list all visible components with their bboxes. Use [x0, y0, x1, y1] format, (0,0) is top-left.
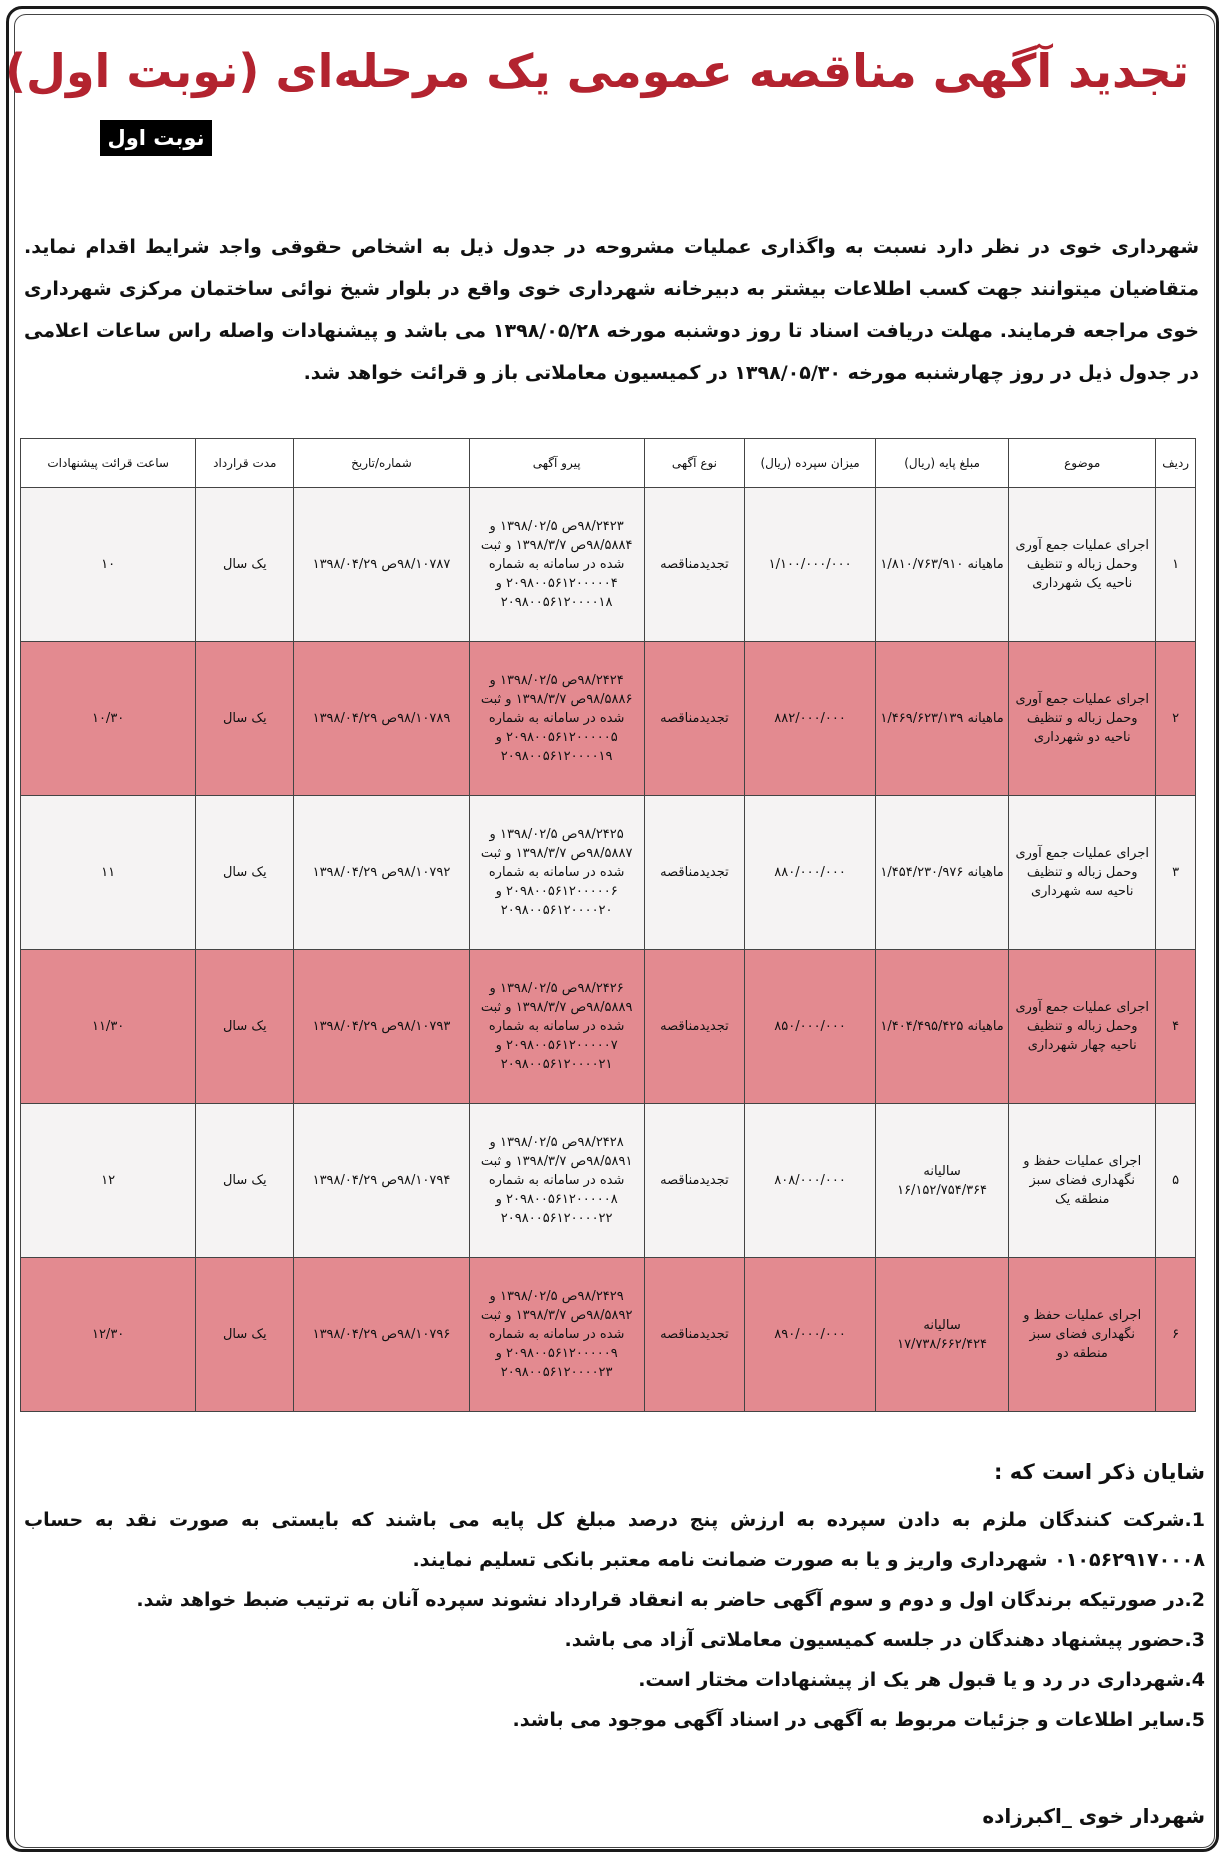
- table-row: [21, 796, 1196, 950]
- notes-heading: شایان ذکر است که :: [994, 1460, 1205, 1484]
- cell-subject: اجرای عملیات حفظ و نگهداری فضای سبز منطقه دو: [1009, 1258, 1156, 1412]
- note-item: 5.سایر اطلاعات و جزئیات مربوط به آگهی در اسناد آگهی موجود می باشد.: [512, 1709, 1205, 1731]
- cell-duration: یک سال: [196, 488, 294, 642]
- cell-notice-type: تجدیدمناقصه: [644, 488, 744, 642]
- cell-deposit: ۸۹۰/۰۰۰/۰۰۰: [745, 1258, 876, 1412]
- cell-deposit: ۸۵۰/۰۰۰/۰۰۰: [745, 950, 876, 1104]
- cell-notice-type: تجدیدمناقصه: [644, 1258, 744, 1412]
- header-opening-hour: ساعت قرائت پیشنهادات: [21, 439, 196, 488]
- cell-opening-hour: ۱۲/۳۰: [21, 1258, 196, 1412]
- table-row: [21, 950, 1196, 1104]
- note-item: 4.شهرداری در رد و یا قبول هر یک از پیشنهادات مختار است.: [638, 1669, 1205, 1691]
- header-deposit: میزان سپرده (ریال): [745, 439, 876, 488]
- table-row: [21, 642, 1196, 796]
- cell-duration: یک سال: [196, 1104, 294, 1258]
- header-notice-type: نوع آگهی: [644, 439, 744, 488]
- cell-deposit: ۱/۱۰۰/۰۰۰/۰۰۰: [745, 488, 876, 642]
- cell-number-date: ۹۸/۱۰۷۸۹ص ۱۳۹۸/۰۴/۲۹: [294, 642, 469, 796]
- cell-base-amount: ماهیانه ۱/۴۶۹/۶۲۳/۱۳۹: [876, 642, 1009, 796]
- tender-table: [20, 438, 1196, 1412]
- cell-row-number: ۶: [1156, 1258, 1196, 1412]
- cell-number-date: ۹۸/۱۰۷۹۲ص ۱۳۹۸/۰۴/۲۹: [294, 796, 469, 950]
- cell-reference: ۹۸/۲۴۲۵ص ۱۳۹۸/۰۲/۵ و ۹۸/۵۸۸۷ص ۱۳۹۸/۳/۷ و ثبت شده در سامانه به شماره ۲۰۹۸۰۰۵۶۱۲۰۰۰۰۰۶ و ۲۰۹۸۰۰۵۶۱۲۰۰۰۰۲۰: [469, 796, 644, 950]
- cell-reference: ۹۸/۲۴۲۹ص ۱۳۹۸/۰۲/۵ و ۹۸/۵۸۹۲ص ۱۳۹۸/۳/۷ و ثبت شده در سامانه به شماره ۲۰۹۸۰۰۵۶۱۲۰۰۰۰۰۹ و ۲۰۹۸۰۰۵۶۱۲۰۰۰۰۲۳: [469, 1258, 644, 1412]
- cell-opening-hour: ۱۱/۳۰: [21, 950, 196, 1104]
- cell-subject: اجرای عملیات جمع آوری وحمل زباله و تنظیف ناحیه یک شهرداری: [1009, 488, 1156, 642]
- header-number-date: شماره/تاریخ: [294, 439, 469, 488]
- signature: شهردار خوی _اکبرزاده: [982, 1804, 1205, 1828]
- page-title: تجدید آگهی مناقصه عمومی یک مرحله‌ای (نوبت اول): [5, 44, 1189, 98]
- cell-base-amount: ماهیانه ۱/۴۰۴/۴۹۵/۴۲۵: [876, 950, 1009, 1104]
- note-item: 1.شرکت کنندگان ملزم به دادن سپرده به ارزش پنج درصد مبلغ کل پایه می باشند که بایستی به صورت نقد به حساب ۰۱۰۵۶۲۹۱۷۰۰۰۸ شهرداری واریز و یا به صورت ضمانت نامه معتبر بانکی تسلیم نمایند.: [24, 1509, 1205, 1571]
- table-header-row: [21, 439, 1196, 488]
- header-row-number: ردیف: [1156, 439, 1196, 488]
- cell-base-amount: ماهیانه ۱/۴۵۴/۲۳۰/۹۷۶: [876, 796, 1009, 950]
- cell-number-date: ۹۸/۱۰۷۸۷ص ۱۳۹۸/۰۴/۲۹: [294, 488, 469, 642]
- header-base-amount: مبلغ پایه (ریال): [876, 439, 1009, 488]
- intro-paragraph: شهرداری خوی در نظر دارد نسبت به واگذاری عملیات مشروحه در جدول ذیل به اشخاص حقوقی واجد شرایط اقدام نماید. متقاضیان میتوانند جهت کسب اطلاعات بیشتر به دبیرخانه شهرداری خوی واقع در بلوار شیخ نوائی ساختمان مرکزی شهرداری خوی مراجعه فرمایند. مهلت دریافت اسناد تا روز دوشنبه مورخه ۱۳۹۸/۰۵/۲۸ می باشد و پیشنهادات واصله راس ساعات اعلامی در جدول ذیل در روز چهارشنبه مورخه ۱۳۹۸/۰۵/۳۰ در کمیسیون معاملاتی باز و قرائت خواهد شد.: [24, 236, 1199, 384]
- cell-duration: یک سال: [196, 950, 294, 1104]
- cell-subject: اجرای عملیات جمع آوری وحمل زباله و تنظیف ناحیه دو شهرداری: [1009, 642, 1156, 796]
- cell-opening-hour: ۱۲: [21, 1104, 196, 1258]
- cell-duration: یک سال: [196, 1258, 294, 1412]
- cell-reference: ۹۸/۲۴۲۴ص ۱۳۹۸/۰۲/۵ و ۹۸/۵۸۸۶ص ۱۳۹۸/۳/۷ و ثبت شده در سامانه به شماره ۲۰۹۸۰۰۵۶۱۲۰۰۰۰۰۵ و ۲۰۹۸۰۰۵۶۱۲۰۰۰۰۱۹: [469, 642, 644, 796]
- cell-row-number: ۵: [1156, 1104, 1196, 1258]
- note-item: 2.در صورتیکه برندگان اول و دوم و سوم آگهی حاضر به انعقاد قرارداد نشوند سپرده آنان به ترتیب ضبط خواهد شد.: [136, 1589, 1205, 1611]
- cell-base-amount: سالیانه ۱۷/۷۳۸/۶۶۲/۴۲۴: [876, 1258, 1009, 1412]
- cell-deposit: ۸۸۰/۰۰۰/۰۰۰: [745, 796, 876, 950]
- header-subject: موضوع: [1009, 439, 1156, 488]
- cell-row-number: ۱: [1156, 488, 1196, 642]
- cell-opening-hour: ۱۰/۳۰: [21, 642, 196, 796]
- cell-row-number: ۲: [1156, 642, 1196, 796]
- cell-opening-hour: ۱۰: [21, 488, 196, 642]
- cell-deposit: ۸۰۸/۰۰۰/۰۰۰: [745, 1104, 876, 1258]
- cell-notice-type: تجدیدمناقصه: [644, 796, 744, 950]
- cell-row-number: ۴: [1156, 950, 1196, 1104]
- table-row: [21, 1258, 1196, 1412]
- cell-notice-type: تجدیدمناقصه: [644, 1104, 744, 1258]
- cell-number-date: ۹۸/۱۰۷۹۶ص ۱۳۹۸/۰۴/۲۹: [294, 1258, 469, 1412]
- cell-notice-type: تجدیدمناقصه: [644, 642, 744, 796]
- header-duration: مدت قرارداد: [196, 439, 294, 488]
- cell-notice-type: تجدیدمناقصه: [644, 950, 744, 1104]
- cell-deposit: ۸۸۲/۰۰۰/۰۰۰: [745, 642, 876, 796]
- cell-subject: اجرای عملیات حفظ و نگهداری فضای سبز منطقه یک: [1009, 1104, 1156, 1258]
- cell-duration: یک سال: [196, 796, 294, 950]
- cell-base-amount: ماهیانه ۱/۸۱۰/۷۶۳/۹۱۰: [876, 488, 1009, 642]
- table-row: [21, 488, 1196, 642]
- cell-base-amount: سالیانه ۱۶/۱۵۲/۷۵۴/۳۶۴: [876, 1104, 1009, 1258]
- header-reference: پیرو آگهی: [469, 439, 644, 488]
- cell-reference: ۹۸/۲۴۲۸ص ۱۳۹۸/۰۲/۵ و ۹۸/۵۸۹۱ص ۱۳۹۸/۳/۷ و ثبت شده در سامانه به شماره ۲۰۹۸۰۰۵۶۱۲۰۰۰۰۰۸ و ۲۰۹۸۰۰۵۶۱۲۰۰۰۰۲۲: [469, 1104, 644, 1258]
- cell-row-number: ۳: [1156, 796, 1196, 950]
- round-badge: نوبت اول: [100, 120, 212, 156]
- cell-reference: ۹۸/۲۴۲۳ص ۱۳۹۸/۰۲/۵ و ۹۸/۵۸۸۴ص ۱۳۹۸/۳/۷ و ثبت شده در سامانه به شماره ۲۰۹۸۰۰۵۶۱۲۰۰۰۰۰۴ و ۲۰۹۸۰۰۵۶۱۲۰۰۰۰۱۸: [469, 488, 644, 642]
- cell-subject: اجرای عملیات جمع آوری وحمل زباله و تنظیف ناحیه چهار شهرداری: [1009, 950, 1156, 1104]
- cell-reference: ۹۸/۲۴۲۶ص ۱۳۹۸/۰۲/۵ و ۹۸/۵۸۸۹ص ۱۳۹۸/۳/۷ و ثبت شده در سامانه به شماره ۲۰۹۸۰۰۵۶۱۲۰۰۰۰۰۷ و ۲۰۹۸۰۰۵۶۱۲۰۰۰۰۲۱: [469, 950, 644, 1104]
- cell-opening-hour: ۱۱: [21, 796, 196, 950]
- note-item: 3.حضور پیشنهاد دهندگان در جلسه کمیسیون معاملاتی آزاد می باشد.: [564, 1629, 1205, 1651]
- cell-subject: اجرای عملیات جمع آوری وحمل زباله و تنظیف ناحیه سه شهرداری: [1009, 796, 1156, 950]
- notes-list: [24, 1500, 1205, 1740]
- cell-number-date: ۹۸/۱۰۷۹۳ص ۱۳۹۸/۰۴/۲۹: [294, 950, 469, 1104]
- cell-number-date: ۹۸/۱۰۷۹۴ص ۱۳۹۸/۰۴/۲۹: [294, 1104, 469, 1258]
- table-row: [21, 1104, 1196, 1258]
- cell-duration: یک سال: [196, 642, 294, 796]
